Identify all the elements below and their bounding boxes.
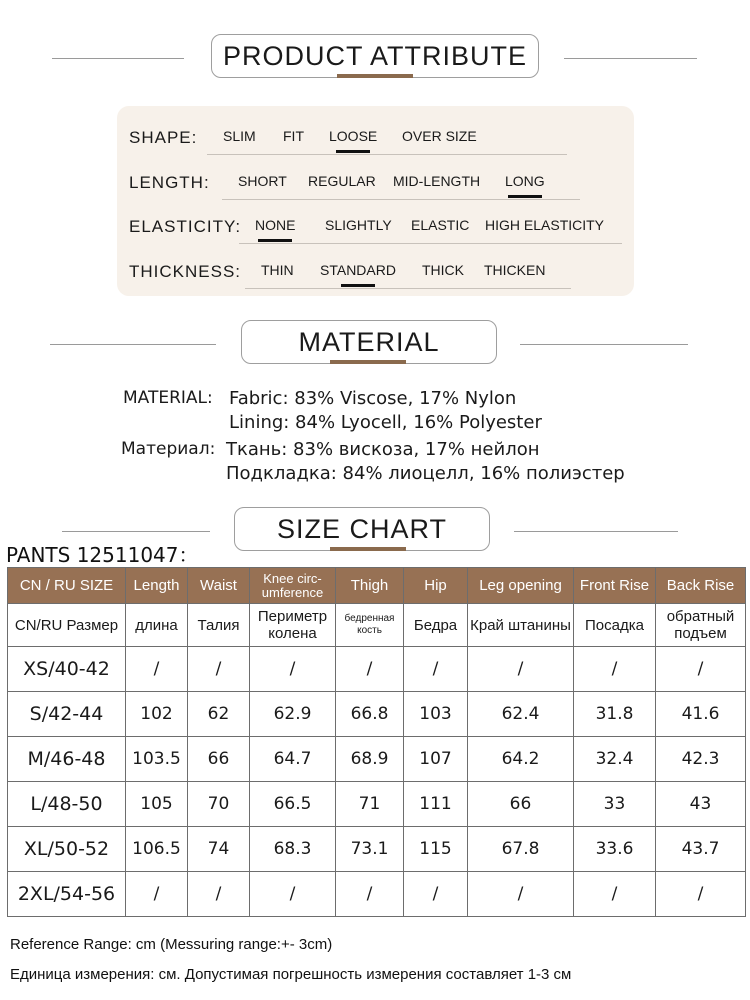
ru-column-header: Периметр колена xyxy=(250,604,336,647)
table-cell: 102 xyxy=(126,692,188,737)
material-ru-line1: Ткань: 83% вискоза, 17% нейлон xyxy=(226,439,540,460)
attr-option: FIT xyxy=(283,128,304,144)
material-section-header xyxy=(0,320,750,370)
size-cell: XL/50-52 xyxy=(8,827,126,872)
material-en-line1: Fabric: 83% Viscose, 17% Nylon xyxy=(229,388,517,409)
table-row xyxy=(8,692,746,737)
table-cell: 62.4 xyxy=(468,692,574,737)
table-header-row xyxy=(8,568,746,604)
footnote-en: Reference Range: cm (Messuring range:+- 3cm) xyxy=(10,936,333,953)
table-cell: 70 xyxy=(188,782,250,827)
table-cell: / xyxy=(574,872,656,917)
table-cell: / xyxy=(126,872,188,917)
attr-option-selected: STANDARD xyxy=(320,262,396,278)
selected-marker xyxy=(508,195,542,198)
ru-column-header: Талия xyxy=(188,604,250,647)
table-cell: 111 xyxy=(404,782,468,827)
column-header: Back Rise xyxy=(656,568,746,604)
attribute-card xyxy=(117,106,634,296)
size-cell: XS/40-42 xyxy=(8,647,126,692)
attr-rule xyxy=(222,199,580,200)
table-cell: 103.5 xyxy=(126,737,188,782)
table-cell: 68.3 xyxy=(250,827,336,872)
size-chart-title: SIZE CHART xyxy=(276,513,448,544)
column-header: Knee circ-umference xyxy=(250,568,336,604)
attr-option: OVER SIZE xyxy=(402,128,477,144)
attr-label: LENGTH: xyxy=(129,173,210,192)
attribute-title-underline xyxy=(337,74,413,78)
attr-option-selected: LONG xyxy=(505,173,545,189)
size-chart-title-pill xyxy=(234,507,490,551)
ru-column-header: Посадка xyxy=(574,604,656,647)
header-divider-left xyxy=(50,344,216,345)
table-cell: 107 xyxy=(404,737,468,782)
attr-row-shape xyxy=(117,120,634,160)
material-en-line2: Lining: 84% Lyocell, 16% Polyester xyxy=(229,412,542,433)
material-ru-label: Материал: xyxy=(121,439,216,459)
material-title-underline xyxy=(330,360,406,364)
table-row xyxy=(8,737,746,782)
selected-marker xyxy=(341,284,375,287)
ru-column-header: бедренная кость xyxy=(336,604,404,647)
table-cell: 43 xyxy=(656,782,746,827)
table-cell: / xyxy=(188,872,250,917)
table-cell: 64.2 xyxy=(468,737,574,782)
ru-column-header: Край штанины xyxy=(468,604,574,647)
header-divider-left xyxy=(62,531,210,532)
table-cell: 74 xyxy=(188,827,250,872)
attr-rule xyxy=(207,154,567,155)
material-title-pill xyxy=(241,320,497,364)
table-cell: 62.9 xyxy=(250,692,336,737)
table-cell: 67.8 xyxy=(468,827,574,872)
header-divider-right xyxy=(520,344,688,345)
header-divider-right xyxy=(564,58,697,59)
column-header: Front Rise xyxy=(574,568,656,604)
ru-column-header: длина xyxy=(126,604,188,647)
attr-label: SHAPE: xyxy=(129,128,198,147)
table-cell: 43.7 xyxy=(656,827,746,872)
table-cell: / xyxy=(336,647,404,692)
table-cell: 73.1 xyxy=(336,827,404,872)
table-cell: 32.4 xyxy=(574,737,656,782)
table-cell: / xyxy=(468,647,574,692)
table-cell: / xyxy=(336,872,404,917)
table-cell: / xyxy=(468,872,574,917)
column-header: Hip xyxy=(404,568,468,604)
table-cell: 41.6 xyxy=(656,692,746,737)
table-cell: 103 xyxy=(404,692,468,737)
table-cell: 115 xyxy=(404,827,468,872)
attribute-title: PRODUCT ATTRIBUTE xyxy=(222,40,528,71)
table-cell: / xyxy=(250,872,336,917)
table-row xyxy=(8,647,746,692)
table-cell: / xyxy=(656,872,746,917)
column-header: Length xyxy=(126,568,188,604)
table-cell: 42.3 xyxy=(656,737,746,782)
attr-row-elasticity xyxy=(117,209,634,249)
selected-marker xyxy=(258,239,292,242)
table-cell: 106.5 xyxy=(126,827,188,872)
attr-row-thickness xyxy=(117,254,634,294)
ru-column-header: CN/RU Размер xyxy=(8,604,126,647)
material-en-label: MATERIAL: xyxy=(123,388,213,408)
table-row xyxy=(8,827,746,872)
attr-rule xyxy=(239,243,622,244)
table-row xyxy=(8,872,746,917)
attr-rule xyxy=(245,288,571,289)
table-cell: / xyxy=(126,647,188,692)
table-cell: 66.5 xyxy=(250,782,336,827)
attr-option: HIGH ELASTICITY xyxy=(485,217,605,233)
table-cell: 71 xyxy=(336,782,404,827)
table-cell: 33 xyxy=(574,782,656,827)
selected-marker xyxy=(336,150,370,153)
product-code: PANTS 12511047： xyxy=(6,543,199,567)
attr-option: ELASTIC xyxy=(411,217,470,233)
attr-row-length xyxy=(117,165,634,205)
table-cell: 66 xyxy=(188,737,250,782)
table-cell: 66.8 xyxy=(336,692,404,737)
header-divider-left xyxy=(52,58,184,59)
table-cell: 105 xyxy=(126,782,188,827)
column-header: Leg opening xyxy=(468,568,574,604)
header-divider-right xyxy=(514,531,678,532)
table-cell: 66 xyxy=(468,782,574,827)
attr-label: THICKNESS: xyxy=(129,262,242,281)
attr-option: SHORT xyxy=(238,173,287,189)
material-title: MATERIAL xyxy=(298,326,440,357)
ru-column-header: Бедра xyxy=(404,604,468,647)
column-header: Waist xyxy=(188,568,250,604)
size-cell: L/48-50 xyxy=(8,782,126,827)
table-cell: 33.6 xyxy=(574,827,656,872)
attr-option: THICK xyxy=(422,262,464,278)
attr-option: SLIM xyxy=(223,128,256,144)
size-cell: M/46-48 xyxy=(8,737,126,782)
table-cell: 31.8 xyxy=(574,692,656,737)
table-cell: 64.7 xyxy=(250,737,336,782)
attr-option: THIN xyxy=(261,262,294,278)
column-header: CN / RU SIZE xyxy=(8,568,126,604)
table-cell: / xyxy=(656,647,746,692)
attr-label: ELASTICITY: xyxy=(129,217,242,236)
footnote-ru: Единица измерения: см. Допустимая погрешность измерения составляет 1-3 см xyxy=(10,966,572,983)
table-cell: / xyxy=(188,647,250,692)
size-chart-title-underline xyxy=(330,547,406,551)
size-cell: 2XL/54-56 xyxy=(8,872,126,917)
table-cell: / xyxy=(250,647,336,692)
ru-column-header: обратный подъем xyxy=(656,604,746,647)
table-ru-header-row xyxy=(8,604,746,647)
material-ru-line2: Подкладка: 84% лиоцелл, 16% полиэстер xyxy=(226,463,625,484)
attr-option: MID-LENGTH xyxy=(393,173,481,189)
table-cell: 62 xyxy=(188,692,250,737)
attr-option: THICKEN xyxy=(484,262,546,278)
size-table xyxy=(7,567,746,917)
attr-option-selected: LOOSE xyxy=(329,128,377,144)
attribute-section-header xyxy=(0,34,750,84)
table-cell: / xyxy=(404,647,468,692)
column-header: Thigh xyxy=(336,568,404,604)
attribute-title-pill xyxy=(211,34,539,78)
table-row xyxy=(8,782,746,827)
attr-option-selected: NONE xyxy=(255,217,295,233)
size-cell: S/42-44 xyxy=(8,692,126,737)
table-cell: 68.9 xyxy=(336,737,404,782)
table-cell: / xyxy=(574,647,656,692)
table-cell: / xyxy=(404,872,468,917)
attr-option: REGULAR xyxy=(308,173,376,189)
attr-option: SLIGHTLY xyxy=(325,217,392,233)
